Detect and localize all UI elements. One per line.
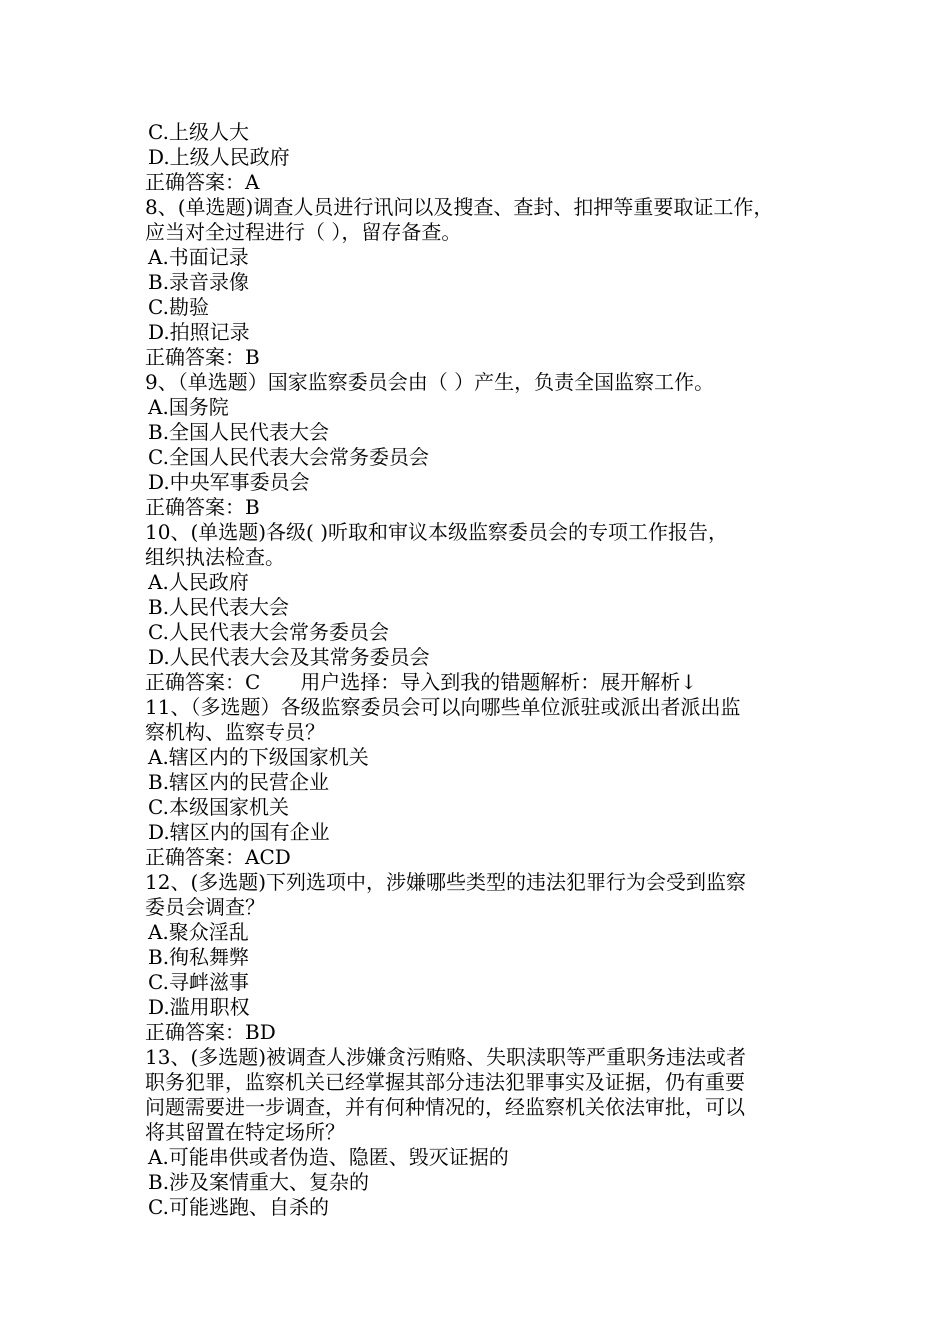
option-item: B.全国人民代表大会 bbox=[148, 420, 330, 444]
option-item: D.滥用职权 bbox=[148, 995, 250, 1019]
option-item: C.勘验 bbox=[148, 295, 209, 319]
option-item: D.拍照记录 bbox=[148, 320, 250, 344]
option-item: C.人民代表大会常务委员会 bbox=[148, 620, 389, 644]
question-text: 9、（单选题）国家监察委员会由（ ）产生，负责全国监察工作。 bbox=[145, 370, 715, 394]
answer-line: 正确答案：A bbox=[145, 170, 260, 194]
question-text: 10、(单选题)各级( )听取和审议本级监察委员会的专项工作报告， bbox=[145, 520, 729, 544]
option-item: B.人民代表大会 bbox=[148, 595, 290, 619]
answer-line: 正确答案：ACD bbox=[145, 845, 291, 869]
option-item: C.寻衅滋事 bbox=[148, 970, 249, 994]
option-item: B.涉及案情重大、复杂的 bbox=[148, 1170, 370, 1194]
question-text: 8、(单选题)调查人员进行讯问以及搜查、查封、扣押等重要取证工作， bbox=[145, 195, 774, 219]
option-item: D.中央军事委员会 bbox=[148, 470, 310, 494]
question-text: 13、(多选题)被调查人涉嫌贪污贿赂、失职渎职等严重职务违法或者 bbox=[145, 1045, 747, 1069]
question-text: 察机构、监察专员？ bbox=[145, 720, 325, 744]
option-item: B.辖区内的民营企业 bbox=[148, 770, 330, 794]
question-text: 组织执法检查。 bbox=[145, 545, 285, 569]
answer-line bbox=[145, 670, 825, 695]
user-choice-text: 用户选择：导入到我的错题解析：展开解析↓ bbox=[300, 670, 698, 694]
question-text: 问题需要进一步调查，并有何种情况的，经监察机关依法审批，可以 bbox=[145, 1095, 745, 1119]
option-item: D.上级人民政府 bbox=[148, 145, 290, 169]
option-item: C.全国人民代表大会常务委员会 bbox=[148, 445, 429, 469]
option-item: B.录音录像 bbox=[148, 270, 250, 294]
option-item: A.聚众淫乱 bbox=[148, 920, 249, 944]
question-text: 职务犯罪，监察机关已经掌握其部分违法犯罪事实及证据，仍有重要 bbox=[145, 1070, 745, 1094]
option-item: B.徇私舞弊 bbox=[148, 945, 250, 969]
question-text: 12、(多选题)下列选项中，涉嫌哪些类型的违法犯罪行为会受到监察 bbox=[145, 870, 747, 894]
option-item: A.人民政府 bbox=[148, 570, 249, 594]
option-item: C.上级人大 bbox=[148, 120, 249, 144]
document-page bbox=[145, 120, 825, 1220]
option-item: D.人民代表大会及其常务委员会 bbox=[148, 645, 430, 669]
answer-line: 正确答案：BD bbox=[145, 1020, 276, 1044]
option-item: C.本级国家机关 bbox=[148, 795, 289, 819]
answer-line: 正确答案：B bbox=[145, 345, 260, 369]
option-item: A.国务院 bbox=[148, 395, 229, 419]
answer-text: 正确答案：C bbox=[145, 670, 261, 694]
option-item: A.辖区内的下级国家机关 bbox=[148, 745, 369, 769]
question-text: 应当对全过程进行（ ），留存备查。 bbox=[145, 220, 462, 244]
option-item: A.可能串供或者伪造、隐匿、毁灭证据的 bbox=[148, 1145, 509, 1169]
option-item: C.可能逃跑、自杀的 bbox=[148, 1195, 329, 1219]
option-item: A.书面记录 bbox=[148, 245, 249, 269]
answer-line: 正确答案：B bbox=[145, 495, 260, 519]
question-text: 11、（多选题）各级监察委员会可以向哪些单位派驻或派出者派出监 bbox=[145, 695, 741, 719]
question-text: 委员会调查？ bbox=[145, 895, 265, 919]
question-text: 将其留置在特定场所？ bbox=[145, 1120, 345, 1144]
option-item: D.辖区内的国有企业 bbox=[148, 820, 330, 844]
